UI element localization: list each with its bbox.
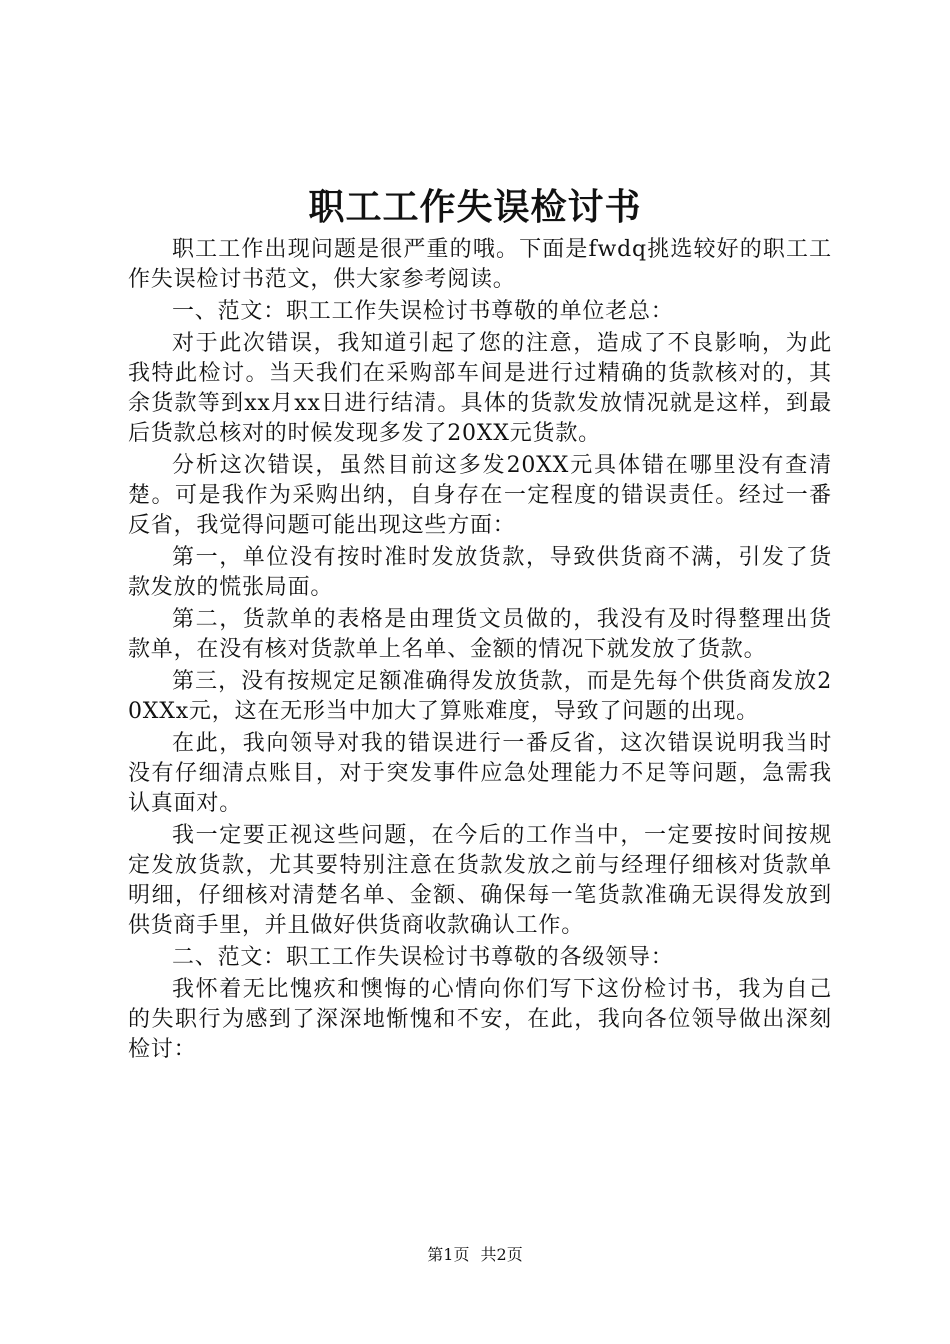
paragraph: 我一定要正视这些问题，在今后的工作当中，一定要按时间按规定发放货款，尤其要特别注意在货款发放之前与经理仔细核对货款单明细，仔细核对清楚名单、金额、确保每一笔货款准确无误得发放到供货商手里，并且做好供货商收款确认工作。 xyxy=(128,823,832,938)
page-total: 共2页 xyxy=(480,1245,523,1264)
page-footer xyxy=(0,1244,950,1266)
paragraph-point-two: 第二，货款单的表格是由理货文员做的，我没有及时得整理出货款单，在没有核对货款单上名单、金额的情况下就发放了货款。 xyxy=(128,607,832,662)
paragraph-section-two-heading: 二、范文：职工工作失误检讨书尊敬的各级领导： xyxy=(172,945,674,970)
paragraph: 分析这次错误，虽然目前这多发20XX元具体错在哪里没有查清楚。可是我作为采购出纳，自身存在一定程度的错误责任。经过一番反省，我觉得问题可能出现这些方面： xyxy=(128,453,832,538)
paragraph-point-one: 第一，单位没有按时准时发放货款，导致供货商不满，引发了货款发放的慌张局面。 xyxy=(128,545,832,600)
paragraph-section-one-heading: 一、范文：职工工作失误检讨书尊敬的单位老总： xyxy=(172,299,674,324)
paragraph-intro: 职工工作出现问题是很严重的哦。下面是fwdq挑选较好的职工工作失误检讨书范文，供大家参考阅读。 xyxy=(128,237,832,292)
document-title: 职工工作失误检讨书 xyxy=(308,186,642,228)
paragraph-point-three: 第三，没有按规定足额准确得发放货款，而是先每个供货商发放20XXx元，这在无形当中加大了算账难度，导致了问题的出现。 xyxy=(128,669,832,724)
page-number: 第1页 xyxy=(427,1245,470,1264)
paragraph: 在此，我向领导对我的错误进行一番反省，这次错误说明我当时没有仔细清点账目，对于突发事件应急处理能力不足等问题，急需我认真面对。 xyxy=(128,731,832,816)
paragraph: 对于此次错误，我知道引起了您的注意，造成了不良影响，为此我特此检讨。当天我们在采购部车间是进行过精确的货款核对的，其余货款等到xx月xx日进行结清。具体的货款发放情况就是这样，到最后货款总核对的时候发现多发了20XX元货款。 xyxy=(128,331,832,446)
document-body xyxy=(128,235,832,1067)
paragraph: 我怀着无比愧疚和懊悔的心情向你们写下这份检讨书，我为自己的失职行为感到了深深地惭愧和不安，在此，我向各位领导做出深刻检讨： xyxy=(128,977,832,1062)
